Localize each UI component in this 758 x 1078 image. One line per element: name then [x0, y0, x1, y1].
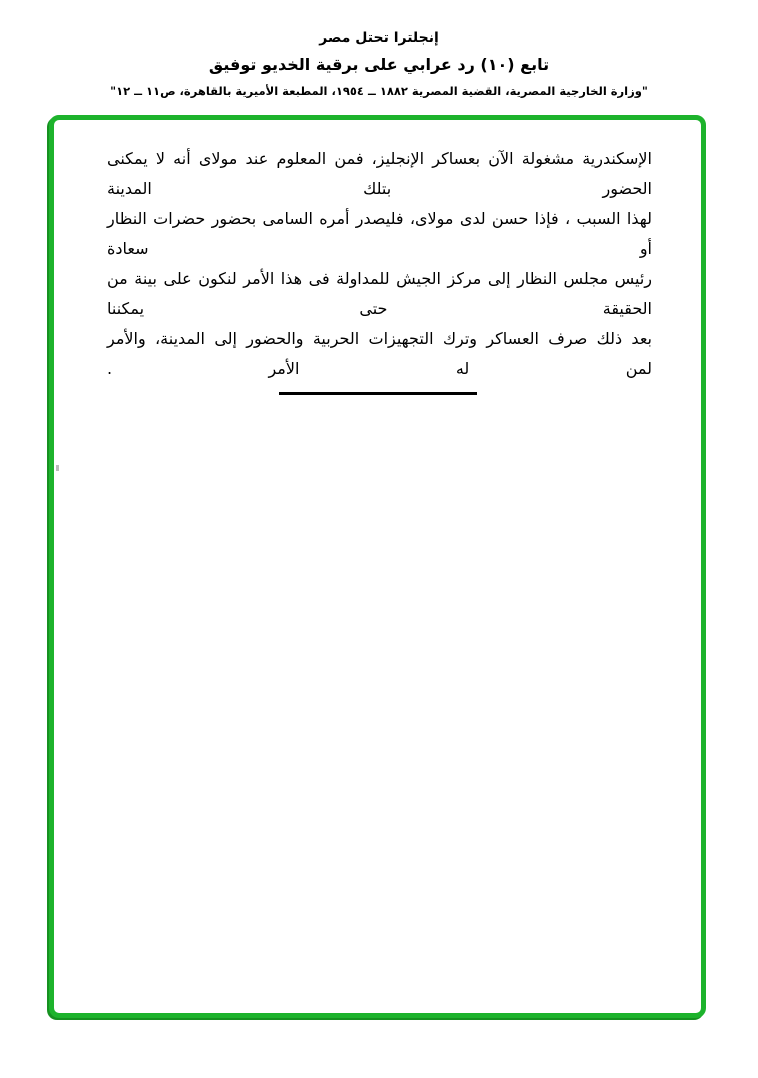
green-frame: [49, 115, 706, 1018]
paragraph-line-1: الإسكندرية مشغولة الآن بعساكر الإنجليز، فمن المعلوم عند مولاى أنه لا يمكنى الحضور بتلك المدينة: [107, 149, 652, 198]
scan-artifact-speck: [56, 465, 59, 471]
document-title: إنجلترا تحتل مصر: [319, 30, 439, 46]
paragraph-line-4: بعد ذلك صرف العساكر وترك التجهيزات الحربية والحضور إلى المدينة، والأمر لمن له الأمر .: [107, 329, 652, 378]
document-header: [0, 30, 758, 98]
document-subtitle: تابع (١٠) رد عرابي على برقية الخديو توفيق: [208, 55, 550, 74]
paragraph-line-3: رئيس مجلس النظار إلى مركز الجيش للمداولة فى هذا الأمر لنكون على بينة من الحقيقة حتى يمكننا: [107, 269, 652, 318]
document-citation: "وزارة الخارجية المصرية، القضية المصرية ١٨٨٢ ــ ١٩٥٤، المطبعة الأميرية بالقاهرة، ص١١ ــ ١٢": [110, 84, 648, 98]
paragraph-line-2: لهذا السبب ، فإذا حسن لدى مولاى، فليصدر أمره السامى بحضور حضرات النظار أو سعادة: [107, 209, 652, 258]
body-paragraph: [54, 120, 701, 384]
section-separator-rule: [279, 392, 477, 395]
